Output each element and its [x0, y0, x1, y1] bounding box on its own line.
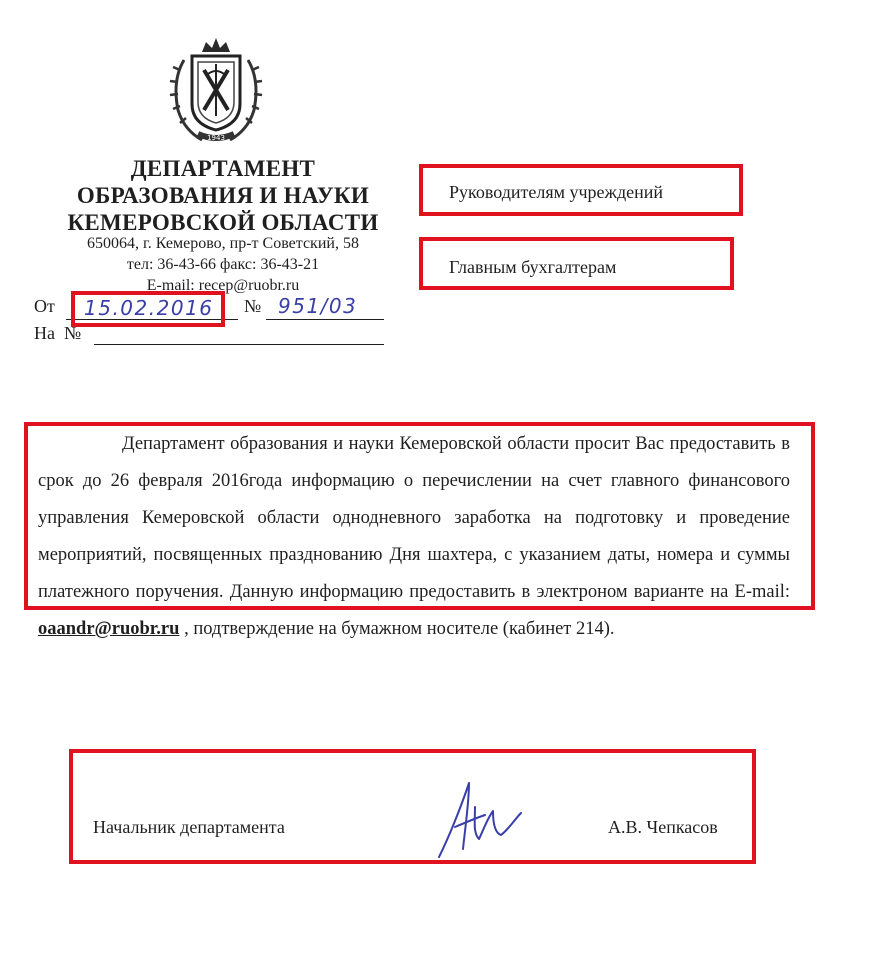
addressee-box-2 — [419, 237, 734, 290]
department-address: 650064, г. Кемерово, пр-т Советский, 58 — [87, 235, 359, 252]
body-highlight-box — [24, 422, 815, 610]
body-text-main: Департамент образования и науки Кемеровской области просит Вас предоставить в срок до 26 февраля 2016года информацию о перечислении на счет главного финансового управления Кемеровской области однодневного заработка на подготовку и проведение мероприятий, посвященных празднованию Дня шахтера, с указанием даты, номера и суммы платежного поручения. Данную информацию предоставить в электроном варианте на E-mail: — [38, 434, 790, 602]
signatory-name: А.В. Чепкасов — [608, 817, 718, 837]
department-name-line-3: КЕМЕРОВСКОЙ ОБЛАСТИ — [67, 210, 379, 235]
number-underline — [266, 319, 384, 320]
reply-to-label: На № — [34, 323, 82, 343]
addressee-accountants: Главным бухгалтерам — [449, 257, 617, 277]
department-name — [60, 155, 386, 236]
contact-email-link[interactable]: oaandr@ruobr.ru — [38, 619, 180, 639]
department-name-line-2: ОБРАЗОВАНИЯ И НАУКИ — [76, 183, 370, 208]
addressee-heads: Руководителям учреждений — [449, 182, 664, 202]
department-name-line-1: ДЕПАРТАМЕНТ — [130, 156, 316, 181]
emblem-year: 1943 — [207, 134, 225, 142]
outgoing-number: 951/03 — [278, 294, 358, 318]
date-highlight-box — [71, 291, 225, 327]
department-email: E-mail: recep@ruobr.ru — [146, 277, 300, 294]
signatory-position: Начальник департамента — [93, 817, 285, 837]
addressee-box-1 — [419, 164, 743, 216]
outgoing-date: 15.02.2016 — [84, 296, 214, 320]
from-label: От — [34, 296, 55, 316]
handwritten-signature-icon — [435, 777, 523, 861]
number-label: № — [244, 296, 262, 316]
department-phones: тел: 36-43-66 факс: 36-43-21 — [126, 256, 320, 273]
coat-of-arms-icon — [162, 30, 270, 152]
department-contacts — [60, 233, 386, 296]
reply-to-underline — [94, 344, 384, 345]
signature-box — [69, 749, 756, 864]
body-text-tail: , подтверждение на бумажном носителе (кабинет 214). — [179, 619, 615, 639]
